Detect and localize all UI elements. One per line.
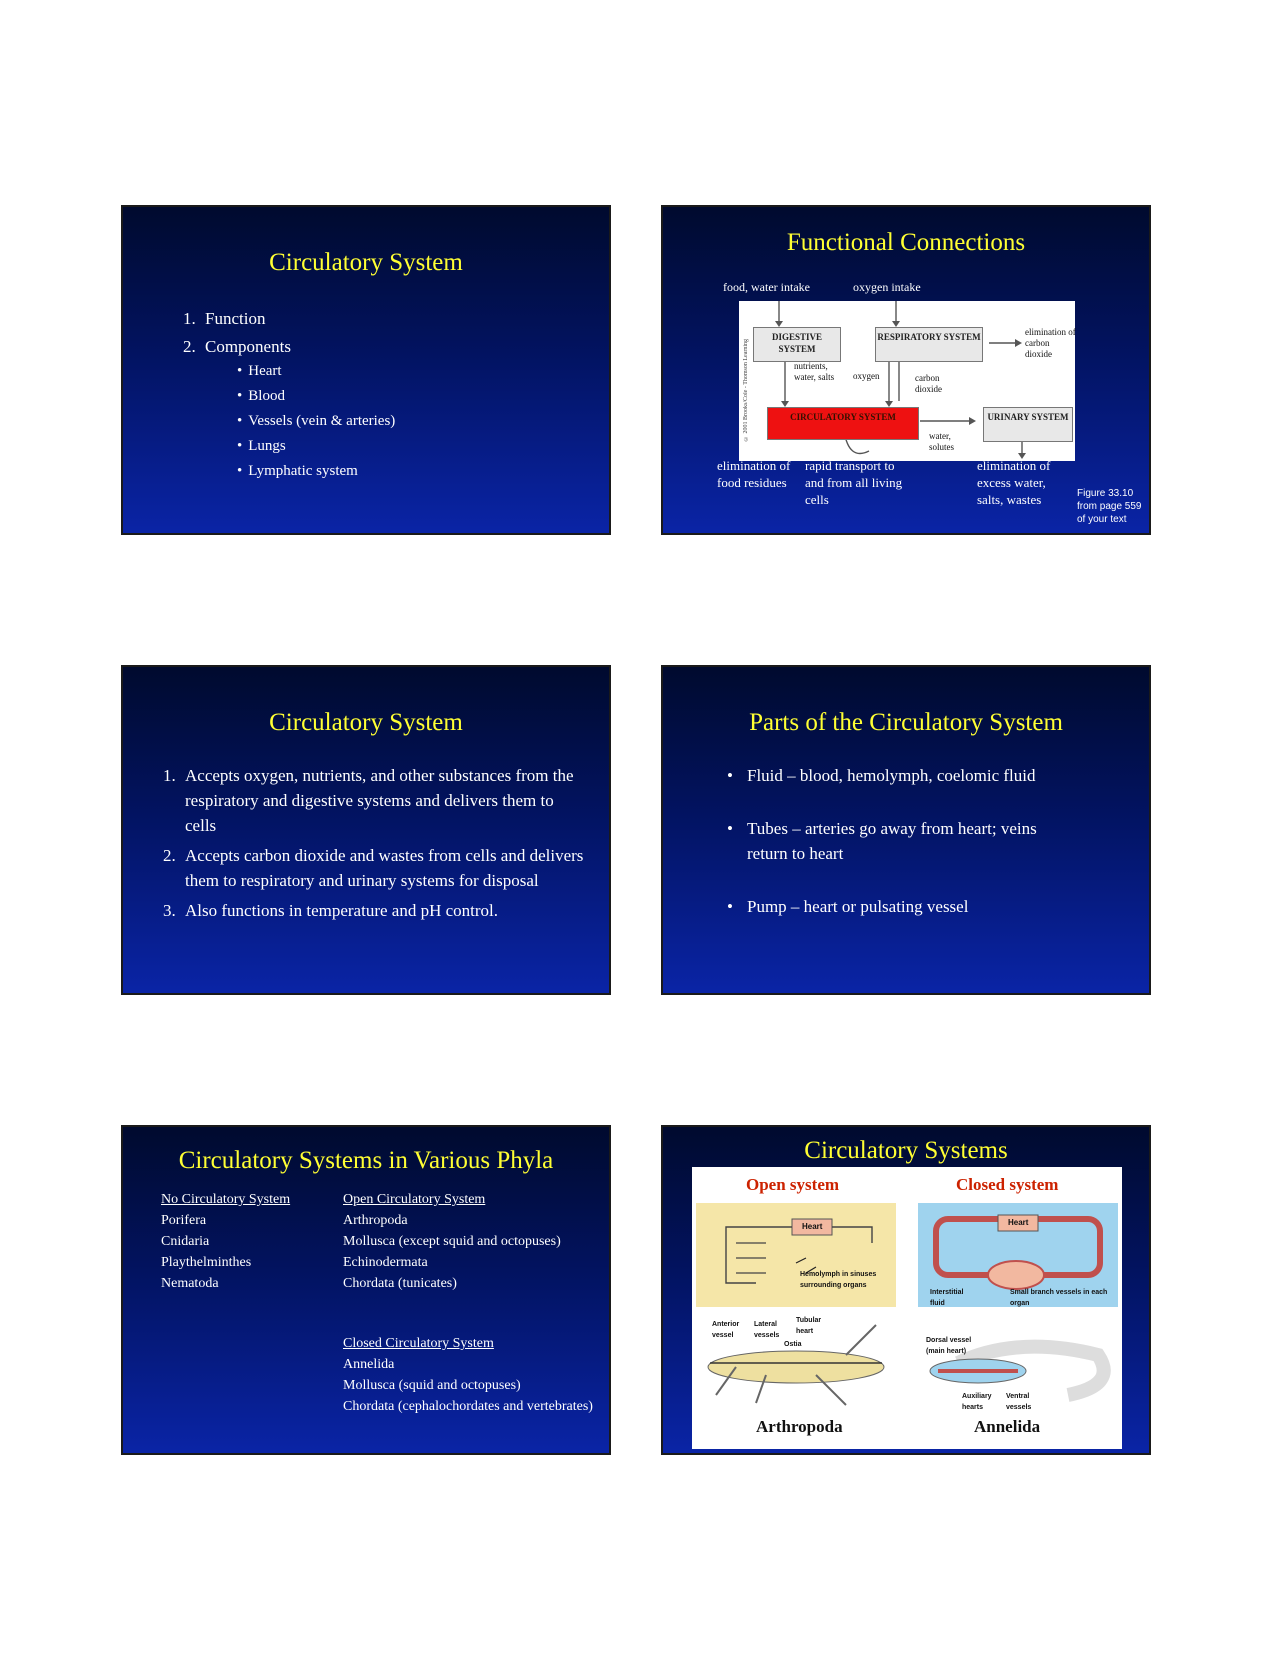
label-elimination-water: elimination of excess water, salts, wastes — [977, 458, 1051, 507]
tubular-heart-label: Tubular heart — [796, 1317, 822, 1335]
urinary-system-box: URINARY SYSTEM — [983, 407, 1073, 442]
label-oxygen: oxygen — [853, 371, 880, 381]
bullet-item: • Pump – heart or pulsating vessel — [727, 897, 969, 916]
ventral-vessels-label: Ventral vessels — [1006, 1393, 1032, 1411]
heart-label: Heart — [1008, 1218, 1029, 1227]
list-item: Arthropoda — [343, 1213, 408, 1228]
arthropoda-caption: Arthropoda — [756, 1417, 843, 1436]
bullet-item: • Tubes – arteries go away from heart; veins return to heart — [727, 819, 1037, 863]
label-rapid-transport: rapid transport to and from all living cells — [805, 458, 903, 507]
open-system-schematic — [696, 1203, 896, 1307]
slide-phyla-circulatory-systems — [121, 1125, 611, 1455]
function-list — [163, 763, 585, 923]
list-item: 3. Also functions in temperature and pH control. — [163, 901, 499, 920]
lateral-vessels-label: Lateral vessels — [754, 1321, 780, 1339]
slide-circulatory-system-overview — [121, 205, 611, 535]
heart-label: Heart — [802, 1222, 823, 1231]
list-item: Mollusca (squid and octopuses) — [343, 1378, 521, 1393]
no-circulatory-column — [161, 1189, 290, 1294]
label-elimination-food: elimination of food residues — [717, 458, 791, 490]
sub-item: • Lymphatic system — [237, 463, 358, 479]
hemolymph-label: Hemolymph in sinuses surrounding organs — [800, 1271, 877, 1289]
bullet-item: • Fluid – blood, hemolymph, coelomic fluid — [727, 766, 1036, 785]
copyright-note: © 2001 Brooks/Cole - Thomson Learning — [743, 338, 749, 441]
list-item-label: Components — [205, 337, 291, 356]
arthropoda-illustration — [696, 1315, 896, 1411]
slide-title: Parts of the Circulatory System — [749, 709, 1063, 736]
closed-system-panel — [918, 1203, 1118, 1307]
sub-item: • Vessels (vein & arteries) — [237, 413, 396, 429]
label-elimination-co2: elimination of carbon dioxide — [1025, 327, 1076, 359]
list-item: Mollusca (except squid and octopuses) — [343, 1234, 561, 1249]
respiratory-system-box: RESPIRATORY SYSTEM — [875, 327, 983, 362]
column-header: Open Circulatory System — [343, 1192, 486, 1207]
label-water-solutes: water, solutes — [929, 431, 955, 452]
list-item: Cnidaria — [161, 1234, 210, 1249]
slide-title: Circulatory Systems in Various Phyla — [178, 1147, 554, 1174]
list-item: Echinodermata — [343, 1255, 428, 1270]
sub-item: • Blood — [237, 388, 285, 404]
digestive-system-box: DIGESTIVE SYSTEM — [753, 327, 841, 362]
list-item: Chordata (cephalochordates and vertebrates) — [343, 1399, 593, 1414]
list-item: 2. Components — [183, 337, 291, 356]
list-item: 1. Accepts oxygen, nutrients, and other substances from the respiratory and digestive systems and delivers them to cells — [163, 766, 574, 835]
column-header: No Circulatory System — [161, 1192, 291, 1207]
slide-parts-of-circulatory-system — [661, 665, 1151, 995]
slide-title: Circulatory System — [269, 249, 463, 276]
small-branch-label: Small branch vessels in each organ — [1010, 1289, 1108, 1307]
label-carbon-dioxide: carbon dioxide — [915, 373, 942, 394]
list-item: Playthelminthes — [161, 1255, 252, 1270]
component-sublist — [237, 359, 395, 484]
ostia-label: Ostia — [784, 1341, 802, 1348]
column-header: Closed Circulatory System — [343, 1336, 494, 1351]
auxiliary-hearts-label: Auxiliary hearts — [962, 1393, 992, 1411]
open-closed-diagram — [692, 1167, 1122, 1449]
label-nutrients: nutrients, water, salts — [794, 361, 835, 382]
list-item: Chordata (tunicates) — [343, 1276, 457, 1291]
list-item-label: Function — [205, 309, 266, 328]
label-food-water-intake: food, water intake — [723, 280, 810, 294]
list-item: 2. Accepts carbon dioxide and wastes from cells and delivers them to respiratory and urinary systems for disposal — [163, 846, 584, 890]
list-item: Nematoda — [161, 1276, 219, 1291]
list-item: Porifera — [161, 1213, 207, 1228]
list-item: Annelida — [343, 1357, 395, 1372]
annelida-caption: Annelida — [974, 1417, 1041, 1436]
label-oxygen-intake: oxygen intake — [853, 280, 921, 294]
slide-circulatory-system-functions — [121, 665, 611, 995]
sub-item: • Heart — [237, 363, 282, 379]
annelida-illustration — [918, 1315, 1118, 1411]
slide-functional-connections — [661, 205, 1151, 535]
closed-system-label: Closed system — [956, 1175, 1059, 1194]
outline-list — [183, 305, 291, 361]
open-system-panel — [696, 1203, 896, 1307]
slide-title: Circulatory Systems — [804, 1137, 1008, 1164]
open-system-label: Open system — [746, 1175, 840, 1194]
parts-bullets — [727, 763, 1077, 919]
list-item: 1. Function — [183, 309, 266, 328]
closed-circulatory-column — [343, 1333, 593, 1417]
figure-caption: Figure 33.10 from page 559 of your text — [1077, 488, 1142, 525]
slide-title: Functional Connections — [786, 229, 1026, 256]
slide-title: Circulatory System — [269, 709, 463, 736]
circulatory-system-box: CIRCULATORY SYSTEM — [767, 407, 919, 440]
interstitial-label: Interstitial fluid — [930, 1289, 964, 1307]
sub-item: • Lungs — [237, 438, 286, 454]
open-circulatory-column — [343, 1189, 561, 1294]
functional-diagram — [739, 301, 1075, 461]
anterior-vessel-label: Anterior vessel — [712, 1321, 740, 1339]
dorsal-vessel-label: Dorsal vessel (main heart) — [926, 1337, 972, 1355]
slide-circulatory-systems-comparison — [661, 1125, 1151, 1455]
